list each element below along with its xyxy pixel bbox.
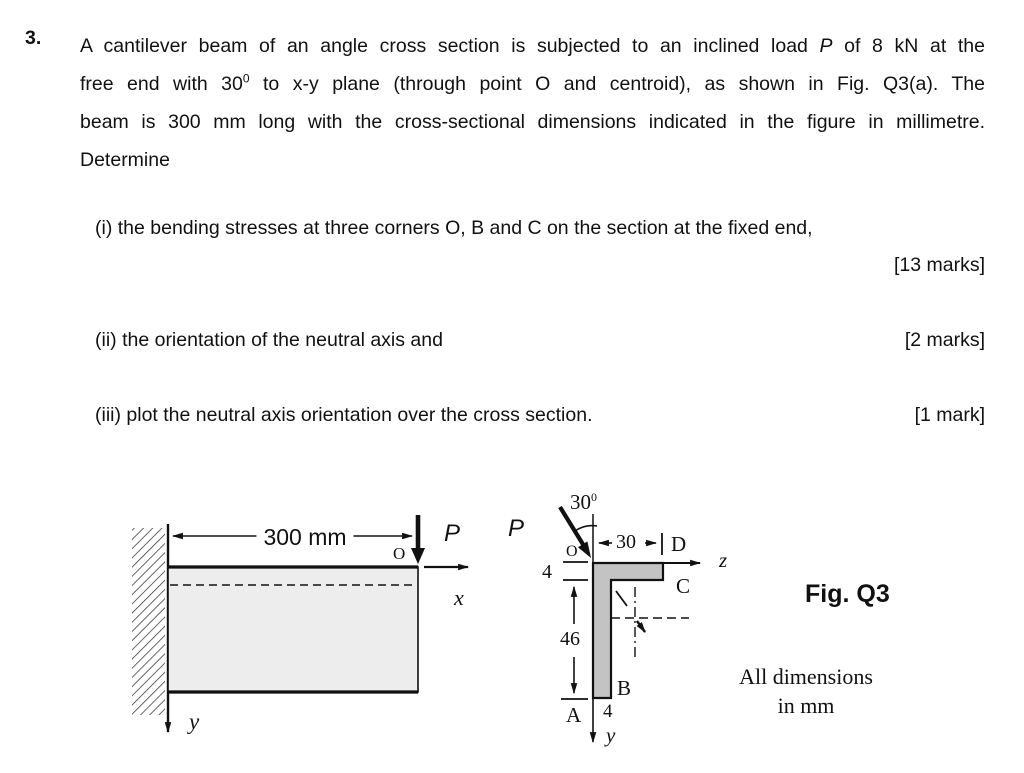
wall-hatch xyxy=(132,528,165,715)
section-origin-label: O xyxy=(566,543,578,560)
point-b-label: B xyxy=(617,676,632,700)
load-line-dash xyxy=(616,591,627,606)
dimensions-note xyxy=(706,662,906,720)
web-height-label: 46 xyxy=(560,628,580,650)
question-line-3: beam is 300 mm long with the cross-sectional dimensions indicated in the figure in millimetre. xyxy=(80,111,985,133)
section-z-axis-label: z xyxy=(719,548,728,572)
line2-text: free end with 30 xyxy=(80,73,243,95)
centroid-load-arrow xyxy=(637,621,645,632)
point-c-label: C xyxy=(676,574,691,598)
angle-value: 30 xyxy=(570,490,591,514)
flange-thickness-label: 4 xyxy=(542,561,552,583)
point-d-label: D xyxy=(671,532,687,556)
beam-load-label: P xyxy=(444,520,461,547)
line2-text-end: to x-y plane (through point O and centroid), as shown in Fig. Q3(a). The xyxy=(249,73,985,95)
figure-caption: Fig. Q3 xyxy=(805,580,890,608)
item-i-label: (i) the bending stresses at three corners O, B and C on the section at the fixed end, xyxy=(95,217,813,239)
line1-italic-P: P xyxy=(819,35,833,57)
section-load-label: P xyxy=(508,515,525,542)
angle-superscript: 0 xyxy=(591,490,597,504)
section-y-axis-label: y xyxy=(606,723,616,747)
item-ii-marks: [2 marks] xyxy=(904,329,985,351)
item-iii-label: (iii) plot the neutral axis orientation over the cross section. xyxy=(95,404,593,426)
line2-superscript: 0 xyxy=(242,71,250,86)
dimensions-note-line1: All dimensions xyxy=(739,664,873,689)
beam-y-axis-label: y xyxy=(189,709,200,734)
question-number: 3. xyxy=(25,27,42,49)
beam-x-axis-label: x xyxy=(454,585,464,610)
flange-width-label: 30 xyxy=(616,531,636,553)
line1-text-end: of 8 kN at the xyxy=(832,35,985,57)
point-a-label: A xyxy=(566,703,582,727)
item-i-marks: [13 marks] xyxy=(893,254,985,276)
web-thickness-label: 4 xyxy=(603,701,613,722)
section-load-arrow-head xyxy=(578,541,591,558)
beam-length-label: 300 mm xyxy=(256,524,353,551)
section-angle-label xyxy=(570,490,597,515)
beam-load-arrow-head xyxy=(411,548,425,564)
dimensions-note-line2: in mm xyxy=(777,693,835,718)
beam-origin-label: O xyxy=(393,544,406,563)
item-iii-marks: [1 mark] xyxy=(914,404,985,426)
line1-text: A cantilever beam of an angle cross section is subjected to an inclined load xyxy=(80,35,820,57)
question-line-4: Determine xyxy=(80,149,170,171)
item-ii-label: (ii) the orientation of the neutral axis and xyxy=(95,329,443,351)
